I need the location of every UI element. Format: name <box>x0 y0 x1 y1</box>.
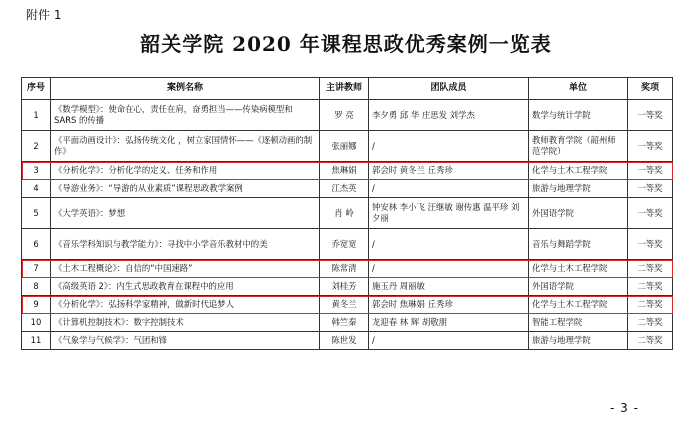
row-case-name: 《计算机控制技术》：数字控制技术 <box>51 314 320 332</box>
row-case-name: 《高级英语 2》：内生式思政教育在课程中的应用 <box>51 278 320 296</box>
row-award: 一等奖 <box>628 100 673 131</box>
row-index: 10 <box>22 314 51 332</box>
row-index: 7 <box>22 260 51 278</box>
row-case-name: 《音乐学科知识与教学能力》：寻找中小学音乐教材中的美 <box>51 229 320 260</box>
row-index: 8 <box>22 278 51 296</box>
row-unit: 外国语学院 <box>529 198 628 229</box>
row-award: 二等奖 <box>628 296 673 314</box>
row-team: 郭会时 焦琳娟 丘秀珍 <box>369 296 529 314</box>
row-team: 龙迎春 林 辉 胡敬朋 <box>369 314 529 332</box>
header-index: 序号 <box>22 78 51 100</box>
row-award: 一等奖 <box>628 162 673 180</box>
row-team: 施玉丹 周丽敏 <box>369 278 529 296</box>
row-unit: 教师教育学院（韶州师范学院） <box>529 131 628 162</box>
row-award: 一等奖 <box>628 198 673 229</box>
row-index: 11 <box>22 332 51 350</box>
row-case-name: 《导游业务》：“导游的从业素质”课程思政教学案例 <box>51 180 320 198</box>
row-index: 1 <box>22 100 51 131</box>
table-row-highlighted <box>22 296 673 314</box>
row-lecturer: 刘桂芳 <box>320 278 369 296</box>
row-case-name: 《分析化学》：分析化学的定义、任务和作用 <box>51 162 320 180</box>
table-row <box>22 332 673 350</box>
row-unit: 化学与土木工程学院 <box>529 260 628 278</box>
row-case-name: 《大学英语》：梦想 <box>51 198 320 229</box>
row-team: / <box>369 131 529 162</box>
row-award: 二等奖 <box>628 332 673 350</box>
table-row <box>22 314 673 332</box>
row-case-name: 《气象学与气候学》：气团和锋 <box>51 332 320 350</box>
row-index: 3 <box>22 162 51 180</box>
row-case-name: 《分析化学》：弘扬科学家精神，做新时代追梦人 <box>51 296 320 314</box>
row-lecturer: 乔宽宽 <box>320 229 369 260</box>
row-team: / <box>369 332 529 350</box>
page-title: 韶关学院 2020 年课程思政优秀案例一览表 <box>140 32 552 56</box>
row-index: 4 <box>22 180 51 198</box>
row-team: / <box>369 180 529 198</box>
row-index: 2 <box>22 131 51 162</box>
row-award: 一等奖 <box>628 131 673 162</box>
row-award: 二等奖 <box>628 260 673 278</box>
row-index: 5 <box>22 198 51 229</box>
awards-table <box>21 77 673 350</box>
table-header-row <box>22 78 673 100</box>
table-row <box>22 131 673 162</box>
row-lecturer: 江杰英 <box>320 180 369 198</box>
row-lecturer: 陈世发 <box>320 332 369 350</box>
row-index: 6 <box>22 229 51 260</box>
header-lecturer: 主讲教师 <box>320 78 369 100</box>
table-row-highlighted <box>22 260 673 278</box>
row-unit: 化学与土木工程学院 <box>529 162 628 180</box>
row-unit: 旅游与地理学院 <box>529 180 628 198</box>
header-unit: 单位 <box>529 78 628 100</box>
row-lecturer: 焦琳娟 <box>320 162 369 180</box>
row-award: 一等奖 <box>628 180 673 198</box>
row-case-name: 《数学模型》：使命在心，责任在肩，奋勇担当——传染病模型和 SARS 的传播 <box>51 100 320 131</box>
row-team: 钟安林 李小飞 汪继敏 谢传惠 温平珍 刘夕丽 <box>369 198 529 229</box>
row-team: / <box>369 260 529 278</box>
header-award: 奖项 <box>628 78 673 100</box>
table-row <box>22 180 673 198</box>
header-team: 团队成员 <box>369 78 529 100</box>
attachment-label: 附件 1 <box>26 8 62 22</box>
row-lecturer: 陈常清 <box>320 260 369 278</box>
row-case-name: 《平面动画设计》：弘扬传统文化 ，树立家国情怀——《逐顿动画的制作》 <box>51 131 320 162</box>
table-row-highlighted <box>22 162 673 180</box>
row-lecturer: 罗 亮 <box>320 100 369 131</box>
row-award: 一等奖 <box>628 229 673 260</box>
table-row <box>22 229 673 260</box>
row-team: 李夕勇 邱 华 庄思发 刘学杰 <box>369 100 529 131</box>
row-unit: 旅游与地理学院 <box>529 332 628 350</box>
row-unit: 化学与土木工程学院 <box>529 296 628 314</box>
row-lecturer: 张丽娜 <box>320 131 369 162</box>
table-row <box>22 100 673 131</box>
row-award: 二等奖 <box>628 314 673 332</box>
row-award: 二等奖 <box>628 278 673 296</box>
table-row <box>22 198 673 229</box>
row-unit: 智能工程学院 <box>529 314 628 332</box>
row-team: / <box>369 229 529 260</box>
row-unit: 数学与统计学院 <box>529 100 628 131</box>
header-case-name: 案例名称 <box>51 78 320 100</box>
row-unit: 音乐与舞蹈学院 <box>529 229 628 260</box>
page-number: - 3 - <box>610 401 639 415</box>
row-case-name: 《土木工程概论》：自信的“中国速路” <box>51 260 320 278</box>
row-unit: 外国语学院 <box>529 278 628 296</box>
row-lecturer: 韩竺秦 <box>320 314 369 332</box>
row-team: 郭会时 黄冬兰 丘秀珍 <box>369 162 529 180</box>
row-index: 9 <box>22 296 51 314</box>
row-lecturer: 肖 岭 <box>320 198 369 229</box>
row-lecturer: 黄冬兰 <box>320 296 369 314</box>
table-row <box>22 278 673 296</box>
